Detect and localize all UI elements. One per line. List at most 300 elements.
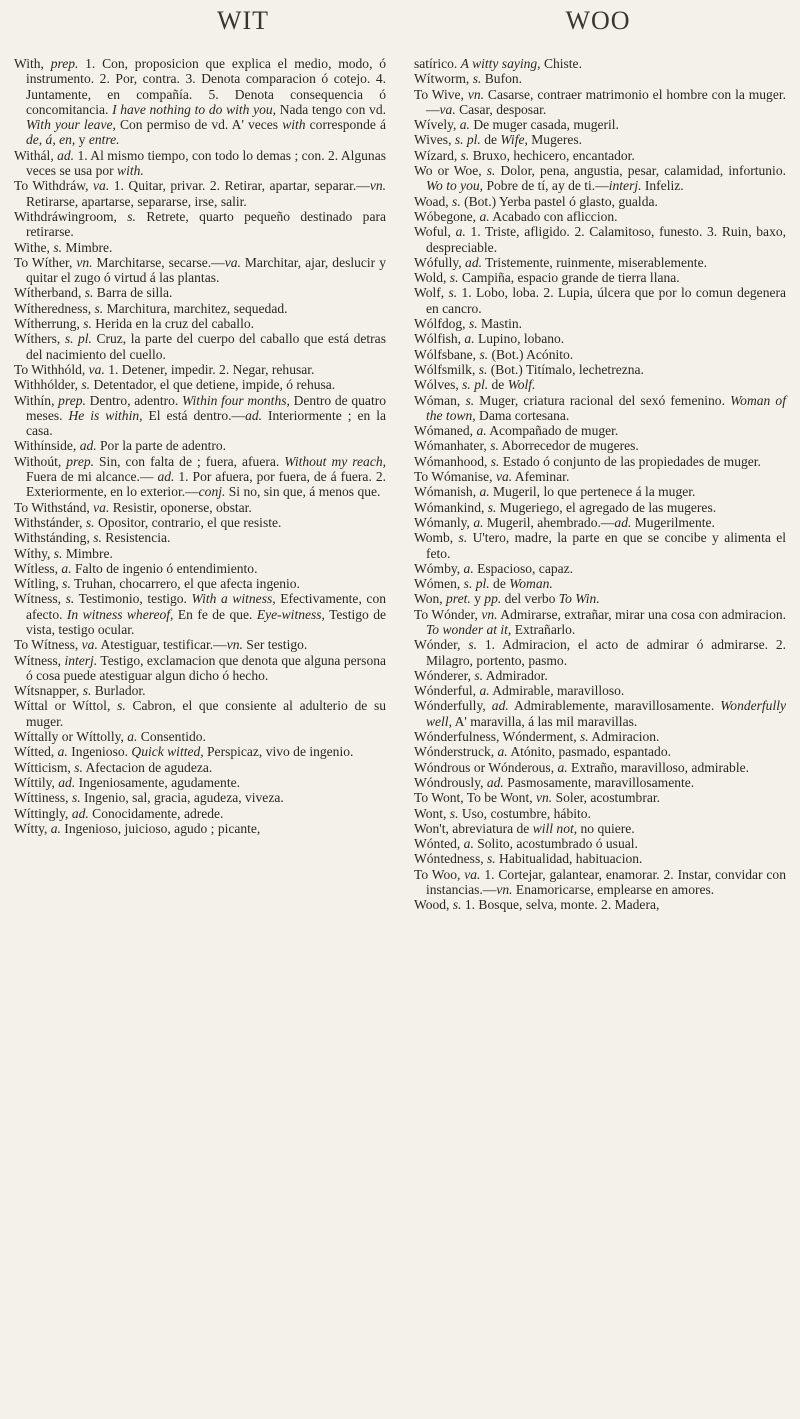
entry-text: Enamoricarse, emplearse en amores. [512,882,715,898]
entry-italic-text: s. [580,729,589,745]
entry-italic-text: Wife, [500,132,528,148]
dictionary-entry [14,393,386,439]
dictionary-entry [14,561,386,576]
dictionary-entry [414,637,786,668]
entry-text: Cabron, el que consiente al adulterio de su muger. [26,698,386,729]
entry-text: Wíthers, [14,331,65,347]
dictionary-entry [414,729,786,744]
entry-text: Burlador. [91,683,146,699]
entry-text: Consentido. [137,729,206,745]
entry-text: Conocidamente, adrede. [88,805,224,821]
entry-italic-text: ad. [245,407,263,423]
entry-text: To Woo, [414,866,465,882]
entry-text: Wíttal or Wíttol, [14,698,118,714]
dictionary-entry [14,806,386,821]
entry-italic-text: prep. [58,392,86,408]
entry-text: Aborrecedor de mugeres. [498,438,639,454]
entry-italic-text: will not, [532,820,578,836]
entry-italic-text: s. [94,300,104,316]
entry-italic-text: In witness whereof, [66,606,174,622]
entry-text: Mugeril, lo que pertenece á la muger. [489,484,696,500]
entry-text: Afeminar. [512,469,570,485]
dictionary-entry [14,316,386,331]
entry-text: Testigo de vista, testigo ocular. [26,606,386,637]
dictionary-entry [14,148,386,179]
entry-italic-text: va. [93,178,110,194]
entry-italic-text: s. [53,545,63,561]
dictionary-entry [414,331,786,346]
entry-text: Retrete, quarto pequeño destinado para retirarse. [26,208,386,240]
entry-text: Herida en la cruz del caballo. [91,316,254,332]
entry-text: Efectivamente, con afecto. [26,591,386,622]
entry-text: (Bot.) Acónito. [488,346,574,362]
entry-italic-text: I have nothing to do with you, [112,101,277,117]
entry-italic-text: vn. [226,637,243,653]
entry-text: Wolf, [414,285,449,301]
entry-italic-text: s. [468,637,477,653]
entry-text: Wíttally or Wíttolly, [14,729,128,745]
dictionary-entry [414,775,786,790]
entry-text: no quiere. [577,820,635,836]
entry-text: Wítherrung, [14,316,84,332]
dictionary-entry [414,607,786,638]
entry-text: Wívely, [414,117,460,133]
dictionary-entry [14,775,386,790]
entry-text: Mugeril, ahembrado.— [483,514,615,530]
entry-text: Womb, [414,530,459,546]
dictionary-entry [414,56,786,71]
entry-text: de [489,576,510,592]
entry-text: Wold, [414,270,450,286]
entry-italic-text: ad. [57,147,75,163]
entry-text: To Withstánd, [14,499,94,515]
entry-italic-text: a. [473,514,484,530]
entry-italic-text: Woman of the town, [426,392,786,423]
entry-italic-text: vn. [481,606,498,622]
entry-text: Marchitarse, secarse.— [92,254,225,270]
entry-text: Testigo, exclamacion que denota que alguna persona ó cosa puede atestiguar algun dicho ó hecho. [26,652,386,683]
dictionary-entry [414,683,786,698]
entry-text: Wónderstruck, [414,744,498,760]
entry-text: A' maravilla, á las mil maravillas. [451,713,638,729]
entry-italic-text: a. [57,744,68,760]
entry-text: Acabado con afliccion. [489,208,618,224]
entry-text: Extraño, maravilloso, admirable. [567,759,749,775]
dictionary-entry [414,469,786,484]
entry-italic-text: ad. [157,469,175,485]
dictionary-entry [414,163,786,194]
entry-italic-text: vn. [496,882,513,898]
entry-italic-text: s. [449,270,459,286]
entry-text: Wónder, [414,637,469,653]
entry-italic-text: s. [460,147,470,163]
entry-text: Wólves, [414,377,463,393]
entry-text: Testimonio, testigo. [74,591,192,607]
entry-text: Mimbre. [62,545,113,561]
entry-italic-text: va. [464,866,481,882]
entry-text: Wítworm, [414,71,473,87]
entry-italic-text: a. [479,208,490,224]
entry-text: Dolor, pena, angustia, pesar, calamidad, infortunio. [495,163,786,179]
entry-text: Withhólder, [14,377,82,393]
entry-text: Campiña, espacio grande de tierra llana. [458,270,680,286]
entry-text: Pasmosamente, maravillosamente. [503,774,695,790]
dictionary-entry [414,316,786,331]
dictionary-entry [414,393,786,424]
entry-text: To Withhóld, [14,361,89,377]
entry-text: Wólfdog, [414,316,469,332]
entry-italic-text: s. [65,591,75,607]
entry-text: Casar, desposar. [455,101,547,117]
entry-italic-text: Woman. [509,576,553,592]
entry-italic-text: s. [449,805,459,821]
entry-text: Ingenioso, juicioso, agudo ; picante, [60,820,261,836]
entry-text: del verbo [501,591,559,607]
dictionary-entry [14,454,386,500]
entry-italic-text: va. [81,637,98,653]
dictionary-entry [414,71,786,86]
dictionary-entry [14,591,386,637]
dictionary-entry [414,438,786,453]
entry-text: Truhan, chocarrero, el que afecta ingenio. [70,576,300,592]
entry-text: y [470,591,485,607]
entry-text: Woad, [414,193,453,209]
dictionary-entry [414,790,786,805]
entry-italic-text: s. [490,453,500,469]
entry-text: Tristemente, ruinmente, miserablemente. [481,254,707,270]
entry-text: 1. Admiracion, el acto de admirar ó admirarse. 2. Milagro, portento, pasmo. [426,637,786,668]
entry-italic-text: a. [455,224,466,240]
entry-text: Wómby, [414,560,464,576]
entry-italic-text: va. [88,361,105,377]
dictionary-entry [414,760,786,775]
entry-text: Wóman, [414,392,466,408]
entry-text: Wítling, [14,576,63,592]
entry-italic-text: s. [474,667,484,683]
entry-text: 1. Detener, impedir. 2. Negar, rehusar. [104,361,315,377]
entry-italic-text: a. [479,683,490,699]
entry-italic-text: prep. [66,453,94,469]
entry-italic-text: a. [127,729,138,745]
entry-italic-text: With a witness, [191,591,276,607]
entry-text: Wood, [414,897,453,913]
entry-italic-text: s. [487,499,497,515]
entry-text: U'tero, madre, la parte en que se concibe y alimenta el feto. [426,530,786,561]
entry-text: Wólfsmilk, [414,361,479,377]
entry-text: Wíttily, [14,774,59,790]
entry-text: Ingenio, sal, gracia, agudeza, viveza. [80,790,284,806]
entry-text: El está dentro.— [142,407,246,423]
entry-italic-text: pret. [446,591,471,607]
entry-italic-text: s. [468,316,478,332]
entry-text: Uso, costumbre, hábito. [458,805,591,821]
entry-italic-text: a. [476,423,487,439]
entry-italic-text: a. [463,836,474,852]
dictionary-entry [414,347,786,362]
dictionary-entry [14,209,386,240]
entry-text: Wómankind, [414,499,488,515]
entry-italic-text: ad. [71,805,89,821]
entry-italic-text: s. [81,377,91,393]
entry-text: 1. Cortejar, galantear, enamorar. 2. Instar, convidar con instancias.— [426,866,786,898]
entry-text: Por la parte de adentro. [96,438,227,454]
entry-text: Mugeres. [527,132,583,148]
dictionary-entry [414,867,786,898]
dictionary-entry [414,591,786,606]
entry-text: Wólfish, [414,331,465,347]
entry-italic-text: vn. [467,86,485,102]
entry-italic-text: va. [93,499,110,515]
entry-text: Withdráwingroom, [14,208,128,224]
entry-italic-text: s. [117,698,126,714]
entry-italic-text: ad. [491,698,509,714]
entry-italic-text: with. [117,163,144,179]
entry-text: Wónderfulness, Wónderment, [414,729,581,745]
entry-text: Lupino, lobano. [474,331,565,347]
entry-italic-text: a. [50,820,61,836]
entry-italic-text: s. [74,759,83,775]
entry-text: Bruxo, hechicero, encantador. [469,147,635,163]
entry-italic-text: s. [448,285,458,301]
entry-text: corresponde á [305,117,386,133]
entry-text: (Bot.) Yerba pastel ó glasto, gualda. [460,193,658,209]
entry-text: Fuera de mi alcance.— [26,469,158,485]
entry-italic-text: s. [62,576,71,592]
entry-text: Estado ó conjunto de las propiedades de muger. [499,453,761,469]
entry-text: 1. Con, proposicion que explica el medio, modo, ó instrumento. 2. Por, contra. 3. Denota comparacion ó cotejo. 4. Juntamente, en compañía. 5. Denota consequencia ó concomitancia. [26,56,386,117]
entry-text: Retirarse, apartarse, separarse, irse, salir. [26,193,247,209]
dictionary-entry [14,255,386,286]
entry-text: Withín, [14,392,59,408]
entry-text: Perspicaz, vivo de ingenio. [203,744,354,760]
dictionary-entry [14,515,386,530]
entry-text: Infeliz. [641,178,684,194]
entry-text: Wítherband, [14,285,85,301]
entry-text: Soler, acostumbrar. [552,790,660,806]
entry-text: Extrañarlo. [511,621,576,637]
entry-text: Wómanhater, [414,438,491,454]
dictionary-entry [14,331,386,362]
entry-text: 1. Bosque, selva, monte. 2. Madera, [461,897,660,913]
entry-text: Wóndrous or Wónderous, [414,759,558,775]
entry-italic-text: s. [452,897,462,913]
entry-text: Mimbre. [62,239,113,255]
entry-text: Wítheredness, [14,300,95,316]
entry-text: Won, [414,591,447,607]
dictionary-entry [414,209,786,224]
dictionary-entry [14,377,386,392]
entry-text: y [75,132,89,148]
entry-italic-text: ad. [58,774,76,790]
entry-italic-text: a. [464,331,475,347]
entry-text: Admiracion. [588,729,660,745]
dictionary-entry [414,806,786,821]
entry-text: Withál, [14,147,58,163]
entry-text: Withstánder, [14,514,86,530]
entry-text: Wítty, [14,820,51,836]
dictionary-entry [14,576,386,591]
entry-italic-text: ad. [486,774,504,790]
entry-text: To Wítness, [14,637,82,653]
entry-text: To Withdráw, [14,178,94,194]
entry-text: Pobre de tí, ay de ti.— [483,178,609,194]
entry-text: Wítness, [14,591,66,607]
dictionary-entry [414,285,786,316]
dictionary-entry [414,377,786,392]
entry-italic-text: s. [53,239,63,255]
entry-italic-text: s. pl. [64,331,92,347]
entry-text: Muger, criatura racional del sexó femenino. [474,392,731,408]
entry-italic-text: s. [472,71,482,87]
entry-text: Admirable, maravilloso. [489,683,625,699]
entry-text: Nada tengo con vd. [276,101,386,117]
dictionary-entry [14,178,386,209]
entry-text: de [488,377,508,393]
entry-text: Con permiso de vd. A' veces [115,117,283,133]
running-head-left: WIT [216,6,270,35]
dictionary-entry [14,546,386,561]
entry-text: Mugerilmente. [631,514,715,530]
dictionary-entry [414,270,786,285]
entry-text: Wítless, [14,560,62,576]
entry-italic-text: To Win. [558,591,600,607]
entry-italic-text: s. pl. [463,576,490,592]
entry-italic-text: va. [224,254,241,270]
entry-italic-text: a. [459,117,470,133]
entry-text: Ingenioso. [67,744,132,760]
dictionary-entry [14,760,386,775]
dictionary-entry [14,653,386,684]
entry-italic-text: Quick witted, [131,744,204,760]
dictionary-entry [14,56,386,148]
entry-text: Mastin. [477,316,523,332]
entry-italic-text: entre. [88,132,120,148]
entry-italic-text: s. [452,193,461,209]
entry-text: Wómanly, [414,514,474,530]
entry-italic-text: with [282,117,306,133]
dictionary-entry [14,729,386,744]
entry-italic-text: s. [83,316,92,332]
entry-italic-text: s. [487,851,496,867]
entry-italic-text: s. pl. [462,377,489,393]
entry-text: Admirador. [483,667,548,683]
entry-text: 1. Al mismo tiempo, con todo lo demas ; con. 2. Algunas veces se usa por [26,147,386,179]
dictionary-entry [14,530,386,545]
entry-text: Wízard, [414,147,461,163]
entry-text: Detentador, el que detiene, impide, ó rehusa. [90,377,336,393]
entry-text: Wómanish, [414,484,480,500]
dictionary-entry [414,744,786,759]
entry-italic-text: pp. [484,591,502,607]
entry-text: Atónito, pasmado, espantado. [507,744,671,760]
dictionary-entry [414,851,786,866]
entry-text: Resistencia. [101,530,171,546]
entry-text: Wíttingly, [14,805,72,821]
dictionary-entry [14,240,386,255]
entry-italic-text: a. [479,484,490,500]
dictionary-entry [414,668,786,683]
dictionary-entry [14,301,386,316]
entry-text: Opositor, contrario, el que resiste. [94,514,282,530]
dictionary-entry [414,576,786,591]
entry-text: Wíttiness, [14,790,72,806]
entry-text: (Bot.) Titímalo, lechetrezna. [487,361,644,377]
dictionary-entry [414,132,786,147]
entry-italic-text: s. [127,208,136,224]
entry-text: Espacioso, capaz. [473,560,574,576]
entry-text: Interiormente ; en la casa. [26,407,386,439]
entry-text: Withe, [14,239,54,255]
entry-italic-text: interj. [608,178,642,194]
entry-text: Withínside, [14,438,80,454]
entry-text: Wónderful, [414,683,480,699]
dictionary-entry [414,698,786,729]
entry-italic-text: With your leave, [26,117,116,133]
entry-italic-text: Wo to you, [426,178,484,194]
entry-text: Ser testigo. [242,637,308,653]
entry-text: Afectacion de agudeza. [82,759,213,775]
entry-italic-text: ad. [614,514,632,530]
entry-italic-text: s. [458,530,468,546]
entry-italic-text: a. [557,759,568,775]
entry-italic-text: Within four months, [182,392,290,408]
entry-text: Ingeniosamente, agudamente. [75,774,240,790]
entry-italic-text: To wonder at it, [426,621,512,637]
dictionary-entry [414,87,786,118]
entry-text: Wíthy, [14,545,54,561]
entry-italic-text: s. pl. [454,132,481,148]
entry-text: Wítness, [14,652,65,668]
entry-italic-text: A witty saying, [460,56,541,71]
entry-text: 1. Por afuera, por fuera, de á fuera. 2. Exteriormente, en lo exterior.— [26,469,386,500]
entry-text: satírico. [414,56,461,71]
entry-text: Wónderer, [414,667,475,683]
entry-text: Acompañado de muger. [486,423,619,439]
dictionary-entry [414,423,786,438]
entry-italic-text: s. [490,438,499,454]
entry-italic-text: a. [61,560,72,576]
dictionary-entry [14,683,386,698]
entry-text: 1. Lobo, loba. 2. Lupia, úlcera que por lo comun degenera en cancro. [426,285,787,316]
entry-text: Wóbegone, [414,208,480,224]
dictionary-entry [14,637,386,652]
entry-text: Wólfsbane, [414,346,480,362]
entry-text: Atestiguar, testificar.— [97,637,227,653]
right-column [414,56,786,913]
dictionary-entry [414,500,786,515]
entry-text: To Wont, To be Wont, [414,790,536,806]
running-head-right: WOO [565,6,631,35]
entry-text: Wítted, [14,744,58,760]
entry-text: de [480,132,501,148]
entry-text: Won't, abreviatura de [414,820,533,836]
dictionary-entry [414,561,786,576]
entry-text: Resistir, oponerse, obstar. [109,499,252,515]
dictionary-entry [14,698,386,729]
entry-text: Withstánding, [14,530,94,546]
entry-italic-text: vn. [536,790,553,806]
entry-text: Wo or Woe, [414,163,487,179]
entry-text: To Wónder, [414,606,482,622]
entry-text: De muger casada, mugeril. [469,117,619,133]
entry-italic-text: prep. [50,56,79,71]
entry-text: Wont, [414,805,450,821]
dictionary-entry [414,255,786,270]
entry-italic-text: Without my reach, [284,453,387,469]
entry-text: Wónted, [414,836,464,852]
entry-text: Solito, acostumbrado ó usual. [473,836,638,852]
dictionary-entry [14,362,386,377]
